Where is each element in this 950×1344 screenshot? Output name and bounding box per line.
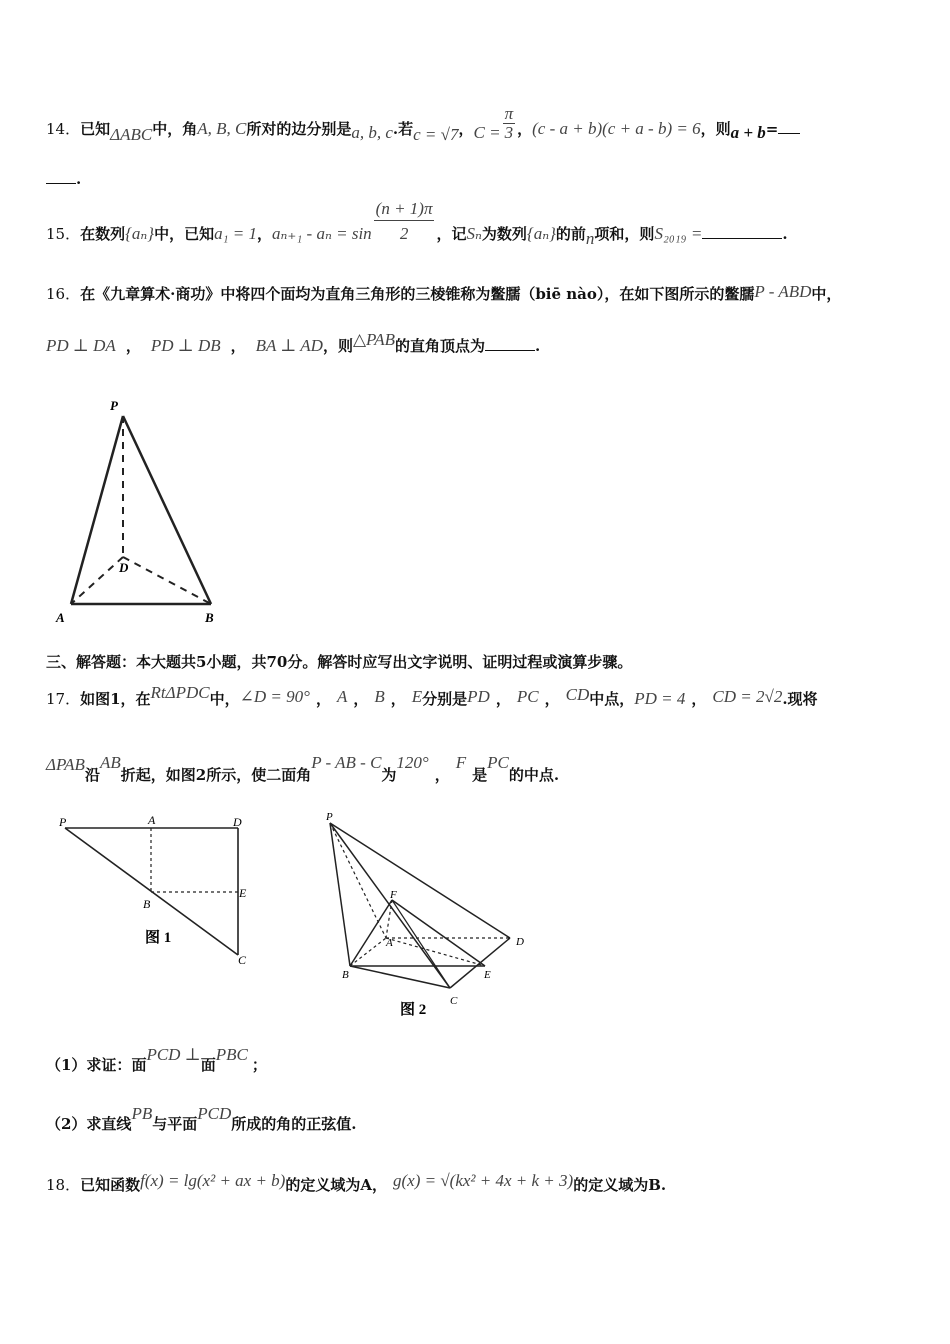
math-pd-perp-db: PD ⊥ DB xyxy=(150,336,221,355)
math-triangle-abc: ΔABC xyxy=(110,125,153,144)
label-p: P xyxy=(110,398,118,413)
math-function-f: f(x) = lg(x² + ax + b) xyxy=(140,1171,286,1190)
math-angle-c: C = xyxy=(473,123,501,142)
label-d: D xyxy=(119,560,129,575)
math-pd-value: PD = 4 xyxy=(634,689,686,708)
math-a1: a₁ = 1 xyxy=(214,224,258,243)
math-pc-2: PC xyxy=(487,753,509,772)
question-number: 17． xyxy=(46,690,81,708)
math-plane-pcd: PCD xyxy=(197,1104,232,1123)
question-16-line-2: PD ⊥ DA ， PD ⊥ DB ， BA ⊥ AD，则△PAB的直角顶点为 . xyxy=(46,330,541,355)
question-17: 17．如图1，在RtΔPDC中，∠D = 90° ， A ， B ， E分别是PD ， PC ， CD中点，PD = 4 ， CD = 2√2.现将 xyxy=(46,683,818,708)
fig1-label-d: D xyxy=(233,815,242,829)
fig2-label-c: C xyxy=(450,995,458,1007)
question-number: 18． xyxy=(46,1176,81,1194)
math-tetrahedron: P - ABD xyxy=(754,282,812,301)
section-heading: 三、解答题：本大题共5小题，共70分。解答时应写出文字说明、证明过程或演算步骤。 xyxy=(46,653,633,671)
fig2-label-a: A xyxy=(386,937,393,949)
answer-blank xyxy=(778,133,800,134)
math-dihedral: P - AB - C xyxy=(311,753,382,772)
math-120-degrees: 120° xyxy=(396,753,429,772)
math-sn: Sₙ xyxy=(466,224,482,243)
math-function-g: g(x) = √(kx² + 4x + k + 3) xyxy=(393,1171,574,1190)
question-16: 16．在《九章算术·商功》中将四个面均为直角三角形的三棱锥称为鳖臑（biē nào），在如下图所示的鳖臑P - ABD中， xyxy=(46,282,842,303)
math-angle-d: ∠D = 90° xyxy=(239,687,310,706)
question-17-part-2: （2）求直线PB与平面PCD所成的角的正弦值. xyxy=(46,1104,357,1133)
question-14: 14．已知ΔABC中，角A, B, C所对的边分别是a, b, c.若c = √7，C = $\frac{\pi}{3}$ ，(c - a + b)(c + a - b) = 6，则a + b= xyxy=(46,118,800,142)
math-point-b: B xyxy=(374,687,385,706)
question-number: 16． xyxy=(46,285,81,303)
fig1-label-p: P xyxy=(59,815,67,829)
math-fraction-sin: $\frac{(n + 1)\pi}{2}$ xyxy=(375,199,433,243)
fig2-label-d: D xyxy=(516,936,524,948)
math-triangle-pab: ΔPAB xyxy=(46,755,85,774)
math-point-f: F xyxy=(455,753,467,772)
question-number: 14． xyxy=(46,120,81,138)
math-ab: AB xyxy=(99,753,121,772)
tetrahedron-figure xyxy=(50,392,230,627)
figure-1 xyxy=(55,810,265,980)
math-sides: a, b, c xyxy=(351,123,393,142)
math-pd: PD xyxy=(467,687,490,706)
answer-blank xyxy=(485,350,535,351)
math-cd: CD xyxy=(565,685,590,704)
math-fraction-pi-3: $\frac{\pi}{3}$ xyxy=(504,103,514,142)
fig2-label-p: P xyxy=(326,811,333,823)
fig2-label-e: E xyxy=(484,969,491,981)
math-ba-perp-ad: BA ⊥ AD xyxy=(255,336,323,355)
question-17-part-1: （1）求证：面PCD ⊥面PBC； xyxy=(46,1045,267,1074)
math-n: n xyxy=(585,229,595,248)
math-a-plus-b: a + b xyxy=(730,123,766,142)
math-c-value: c = √7 xyxy=(413,125,459,144)
math-condition: (c - a + b)(c + a - b) = 6 xyxy=(532,119,701,138)
math-point-e: E xyxy=(411,687,423,706)
math-rt-triangle: RtΔPDC xyxy=(150,683,210,702)
math-recurrence: aₙ₊₁ - aₙ = sin xyxy=(272,224,372,243)
math-cd-value: CD = 2√2 xyxy=(712,687,783,706)
math-plane-pcd-perp: PCD ⊥ xyxy=(146,1045,201,1064)
fig1-label-c: C xyxy=(238,953,247,967)
label-b: B xyxy=(205,610,214,625)
math-pc: PC xyxy=(516,687,539,706)
fig2-label-b: B xyxy=(342,969,349,981)
math-plane-pbc: PBC xyxy=(215,1045,248,1064)
question-number: 15． xyxy=(46,225,81,243)
question-14-continued: . xyxy=(46,170,81,188)
math-s2019: S₂₀₁₉ = xyxy=(654,224,703,243)
answer-blank-continued xyxy=(46,183,76,184)
answer-blank xyxy=(702,238,782,239)
question-17-line-2: ΔPAB沿AB折起，如图2所示，使二面角P - AB - C为120°，F是PC的中点. xyxy=(46,753,560,784)
label-a: A xyxy=(56,610,65,625)
math-angles: A, B, C xyxy=(197,119,247,138)
fig1-caption: 图 1 xyxy=(145,930,172,946)
math-line-pb: PB xyxy=(131,1104,153,1123)
math-pd-perp-da: PD ⊥ DA xyxy=(46,336,116,355)
question-18: 18．已知函数f(x) = lg(x² + ax + b)的定义域为A， g(x) = √(kx² + 4x + k + 3)的定义域为B. xyxy=(46,1171,667,1194)
fig1-label-e: E xyxy=(239,886,247,900)
question-15: 15．在数列{aₙ}中，已知a₁ = 1，aₙ₊₁ - aₙ = sin $\frac{(n + 1)\pi}{2}$ ，记Sₙ为数列{aₙ}的前n项和，则S₂₀₁₉ = . xyxy=(46,199,788,248)
math-sequence-2: {aₙ} xyxy=(526,224,556,243)
figure-2 xyxy=(320,808,535,1023)
math-triangle-pab: △PAB xyxy=(352,330,396,349)
fig2-label-f: F xyxy=(390,889,397,901)
fig2-caption: 图 2 xyxy=(400,1002,427,1018)
fig1-label-b: B xyxy=(143,897,151,911)
math-sequence: {aₙ} xyxy=(125,224,155,243)
fig1-label-a: A xyxy=(148,813,156,827)
math-point-a: A xyxy=(336,687,348,706)
